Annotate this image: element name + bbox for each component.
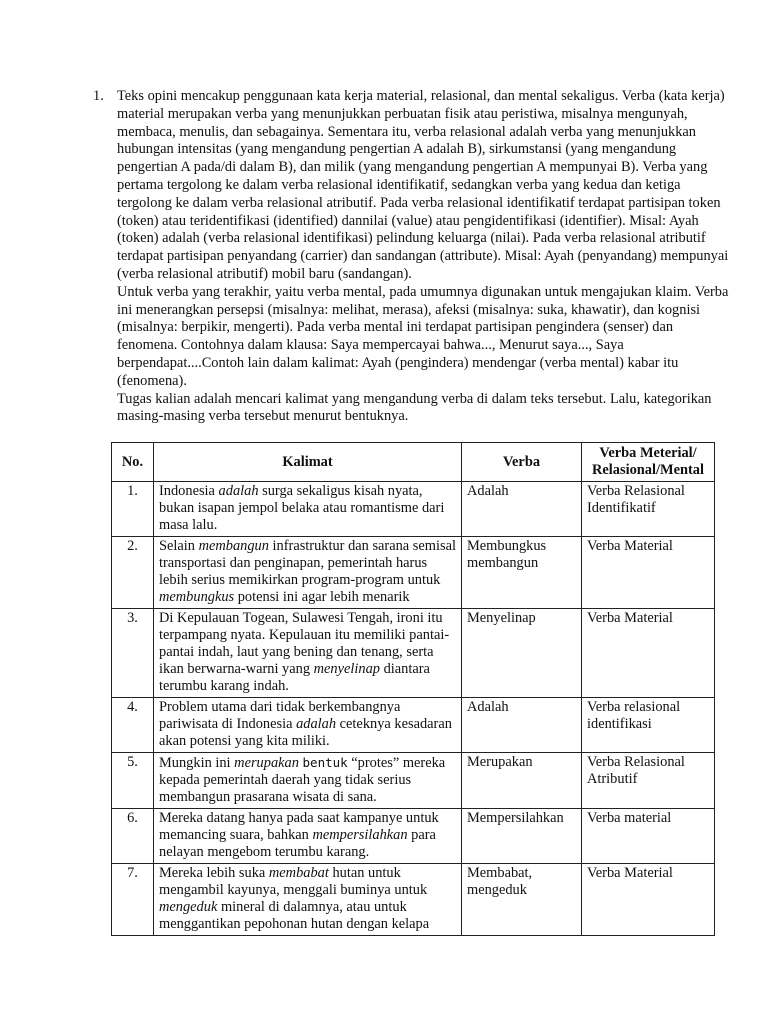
sentence-cell: Mereka lebih suka membabat hutan untuk mengambil kayunya, menggali buminya untuk mengeduk mineral di dalamnya, atau untuk menggantikan pepohonan hutan dengan kelapa	[154, 864, 462, 936]
sentence-cell: Mereka datang hanya pada saat kampanye untuk memancing suara, bahkan mempersilahkan para nelayan mengebom terumbu karang.	[154, 809, 462, 864]
category-cell: Verba relasional identifikasi	[582, 698, 715, 753]
row-number: 2.	[112, 537, 154, 609]
sentence-cell: Di Kepulauan Togean, Sulawesi Tengah, ironi itu terpampang nyata. Kepulauan itu memiliki pantai-pantai indah, laut yang bening dan tenang, serta ikan berwarna-warni yang menyelinap diantara terumbu karang indah.	[154, 609, 462, 698]
table-row	[112, 609, 715, 698]
table-row	[112, 809, 715, 864]
header-no: No.	[112, 443, 154, 482]
table-row	[112, 753, 715, 809]
category-cell: Verba Material	[582, 864, 715, 936]
sentence-cell: Problem utama dari tidak berkembangnya pariwisata di Indonesia adalah ceteknya kesadaran akan potensi yang kita miliki.	[154, 698, 462, 753]
paragraph: Tugas kalian adalah mencari kalimat yang mengandung verba di dalam teks tersebut. Lalu, kategorikan masing-masing verba tersebut menurut bentuknya.	[117, 390, 712, 425]
paragraph: Teks opini mencakup penggunaan kata kerja material, relasional, dan mental sekaligus. Verba (kata kerja) material merupakan verba yang menunjukkan perbuatan fisik atau peristiwa, misalnya mengunyah, membaca, menulis, dan sebagainya. Sementara itu, verba relasional adalah verba yang menunjukkan hubungan intensitas (yang mengandung pengertian A adalah B), sirkumstansi (yang mengandung pengertian A pada/di dalam B), dan milik (yang mengandung pengertian A mempunyai B). Verba yang pertama tergolong ke dalam verba relasional identifikatif, sedangkan verba yang kedua dan ketiga tergolong ke dalam verba relasional atributif. Pada verba relasional identifikatif terdapat partisipan token (token) atau teridentifikasi (identified) dannilai (value) atau pengidentifikasi (identifier). Misal: Ayah (token) adalah (verba relasional identifikasi) pelindung keluarga (nilai). Pada verba relasional atributif terdapat partisipan penyandang (carrier) dan sandangan (attribute). Misal: Ayah (penyandang) mempunyai (verba relasional atributif) mobil baru (sandangan).	[117, 88, 729, 282]
header-verba: Verba	[462, 443, 582, 482]
category-cell: Verba Relasional Identifikatif	[582, 482, 715, 537]
verb-cell: Merupakan	[462, 753, 582, 809]
verb-cell: Menyelinap	[462, 609, 582, 698]
table-header-row	[112, 443, 715, 482]
category-cell: Verba Material	[582, 537, 715, 609]
row-number: 1.	[112, 482, 154, 537]
paragraph: Untuk verba yang terakhir, yaitu verba mental, pada umumnya digunakan untuk mengajukan klaim. Verba ini menerangkan persepsi (misalnya: melihat, merasa), afeksi (misalnya: suka, khawatir), dan kognisi (misalnya: berpikir, mengerti). Pada verba mental ini terdapat partisipan pengindera (senser) dan fenomena. Contohnya dalam klausa: Saya mempercayai bahwa..., Menurut saya..., Saya berpendapat....Contoh lain dalam kalimat: Ayah (pengindera) mendengar (verba mental) kabar itu (fenomena).	[117, 283, 729, 389]
sentence-cell: Selain membangun infrastruktur dan sarana semisal transportasi dan penginapan, pemerintah harus lebih serius memikirkan program-program untuk membungkus potensi ini agar lebih menarik	[154, 537, 462, 609]
table-row	[112, 864, 715, 936]
row-number: 7.	[112, 864, 154, 936]
table-row	[112, 537, 715, 609]
header-kategori: Verba Meterial/ Relasional/Mental	[582, 443, 715, 482]
verb-cell: Membungkus membangun	[462, 537, 582, 609]
row-number: 3.	[112, 609, 154, 698]
row-number: 4.	[112, 698, 154, 753]
sentence-cell: Mungkin ini merupakan bentuk “protes” mereka kepada pemerintah daerah yang tidak serius membangun prasarana wisata di sana.	[154, 753, 462, 809]
header-kalimat: Kalimat	[154, 443, 462, 482]
verb-cell: Mempersilahkan	[462, 809, 582, 864]
verb-cell: Adalah	[462, 698, 582, 753]
row-number: 6.	[112, 809, 154, 864]
table-row	[112, 698, 715, 753]
category-cell: Verba material	[582, 809, 715, 864]
list-number: 1.	[93, 88, 104, 104]
instruction-text	[117, 88, 729, 426]
category-cell: Verba Relasional Atributif	[582, 753, 715, 809]
verb-cell: Membabat, mengeduk	[462, 864, 582, 936]
verb-cell: Adalah	[462, 482, 582, 537]
table-row	[112, 482, 715, 537]
category-cell: Verba Material	[582, 609, 715, 698]
row-number: 5.	[112, 753, 154, 809]
verb-table	[111, 442, 715, 936]
sentence-cell: Indonesia adalah surga sekaligus kisah nyata, bukan isapan jempol belaka atau romantisme dari masa lalu.	[154, 482, 462, 537]
